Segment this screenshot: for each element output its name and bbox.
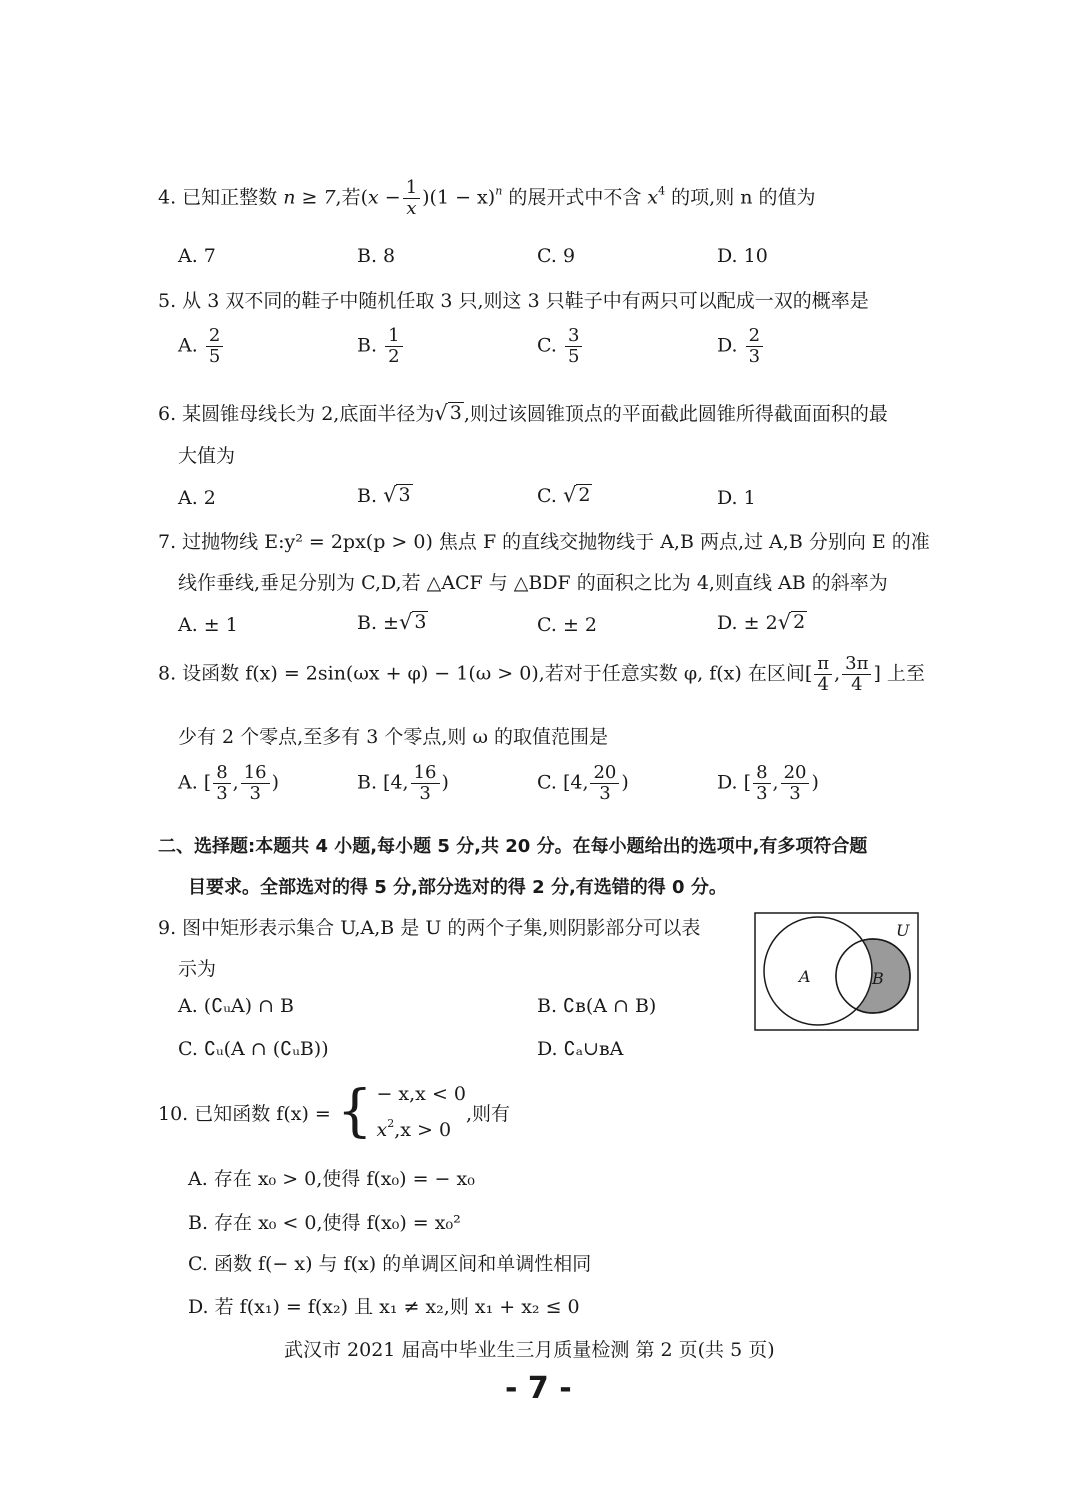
q4-n-condition: n ≥ 7 [283,186,336,209]
q10-option-c: C. 函数 f(− x) 与 f(x) 的单调区间和单调性相同 [188,1253,592,1275]
q5-stem: 5. 从 3 双不同的鞋子中随机任取 3 只,则这 3 只鞋子中有两只可以配成一双的概率是 [158,290,869,312]
q7-option-b-sqrt: √ 3 [398,609,427,634]
q8-frac-pi4 [814,654,832,695]
q10-case2-base: x [376,1119,388,1142]
q9-option-c: C. ∁ᵤ(A ∩ (∁ᵤB)) [178,1038,329,1060]
q5-c-den: 5 [567,346,580,367]
q8-frac-3pi4 [842,654,871,695]
q4-stem-tail: 的展开式中不含 [508,186,642,209]
q7-stem-line2: 线作垂线,垂足分别为 C,D,若 △ACF 与 △BDF 的面积之比为 4,则直线 AB 的斜率为 [178,572,888,594]
q7-option-b-label: B. ± [357,611,399,634]
q6-option-d: D. 1 [717,487,756,509]
q5-option-a-frac [206,326,223,367]
footer-exam-info: 武汉市 2021 届高中毕业生三月质量检测 第 2 页(共 5 页) [284,1339,775,1361]
venn-label-b: B [872,969,884,988]
q10-stem [158,1076,510,1148]
q6-option-c-sqrt: √ 2 [562,482,591,507]
q10-stem-b: ,则有 [466,1102,511,1125]
q5-option-b-label: B. [357,334,378,357]
q8-b-den: 3 [419,783,431,804]
q6-radicand: 3 [449,402,462,425]
q9-option-b: B. ∁ʙ(A ∩ B) [537,995,657,1017]
q8-f2-num: 3π [842,654,871,675]
q8-c-frac [590,763,619,804]
q5-d-num: 2 [746,326,763,347]
q7-option-d-label: D. ± 2 [717,611,778,634]
q4-option-a: A. 7 [178,245,216,267]
q8-f1-den: 4 [817,674,829,695]
q4-option-b: B. 8 [357,245,396,267]
q10-case-2 [376,1112,466,1148]
q6-option-b-label: B. [357,484,378,507]
q7-option-b [357,611,428,634]
q4-fraction [403,178,420,219]
q4-frac-num: 1 [403,178,420,199]
q7-option-b-radicand: 3 [414,611,427,633]
q7-option-d-radicand: 2 [793,611,806,633]
q6-stem-b: ,则过该圆锥顶点的平面截此圆锥所得截面面积的最 [463,403,888,425]
q7-option-a: A. ± 1 [178,614,238,636]
venn-label-u: U [896,921,910,940]
q8-a-frac1 [213,763,230,804]
q5-a-num: 2 [206,326,223,347]
q8-d-label: D. [ [717,771,752,794]
q4-exponent-n: n [495,184,503,198]
q10-case-1: − x,x < 0 [376,1083,466,1105]
q5-option-d [717,326,765,367]
q5-d-den: 3 [748,346,761,367]
q7-option-c: C. ± 2 [537,614,597,636]
q8-option-d: D. [ $\frac{8}{3}$ , $\frac{20}{3}$ ) [717,762,819,804]
q8-stem-line2: 少有 2 个零点,至多有 3 个零点,则 ω 的取值范围是 [178,726,608,748]
q10-brace: { [336,1079,373,1145]
venn-diagram [754,912,920,1032]
q8-stem-b: ] 上至 [873,662,925,685]
q8-c-num: 20 [590,763,619,784]
section2-heading-line2: 目要求。全部选对的得 5 分,部分选对的得 2 分,有选错的得 0 分。 [188,877,727,898]
q8-d-frac1 [753,763,770,804]
q9-option-a: A. (∁ᵤA) ∩ B [178,995,294,1017]
q6-option-a: A. 2 [178,487,216,509]
q9-option-d: D. ∁ₐ∪ʙA [537,1038,624,1060]
q8-b-label: B. [4, [357,771,409,794]
q10-option-b: B. 存在 x₀ < 0,使得 f(x₀) = x₀² [188,1212,461,1234]
q5-option-b-frac [385,326,402,367]
q4-option-d: D. 10 [717,245,768,267]
q4-stem-prefix: 4. 已知正整数 [158,186,278,209]
q10-case2-exp: 2 [387,1117,395,1131]
q4-stem-end: 的项,则 n 的值为 [671,186,816,209]
q4-x: x [647,186,659,209]
q5-option-c-label: C. [537,334,557,357]
q8-c-den: 3 [599,783,611,804]
q6-option-b-sqrt: √ 3 [383,482,411,507]
q6-option-c-radicand: 2 [578,484,591,506]
q7-option-d-sqrt: √ 2 [777,609,806,634]
page-number: - 7 - [505,1371,572,1406]
q5-option-a-label: A. [178,334,198,357]
q8-option-b: B. [4, $\frac{16}{3}$ ) [357,762,449,804]
q6-sqrt: √ 3 [434,401,462,425]
q4-frac-den: x [406,198,417,219]
venn-label-a: A [799,967,811,986]
q10-option-d: D. 若 f(x₁) = f(x₂) 且 x₁ ≠ x₂,则 x₁ + x₂ ≤ 0 [188,1296,580,1318]
q8-d-f2-num: 20 [781,763,810,784]
q4-stem-mid: ,若( [335,186,368,209]
q6-option-b-radicand: 3 [398,484,411,506]
q6-option-c-label: C. [537,484,557,507]
q7-option-d [717,611,807,634]
q5-c-num: 3 [565,326,582,347]
q8-a-frac2 [241,763,270,804]
q6-stem-line1 [158,399,888,426]
q4-expr-left: x − [368,186,401,209]
q8-f2-den: 4 [851,674,863,695]
q8-f1-num: π [814,654,832,675]
q6-option-c [537,484,592,507]
q7-stem-line1: 7. 过抛物线 E:y² = 2px(p > 0) 焦点 F 的直线交抛物线于 A,B 两点,过 A,B 分别向 E 的准 [158,531,930,553]
q8-stem-line1: 8. 设函数 f(x) = 2sin(ωx + φ) − 1(ω > 0),若对于任意实数 φ, f(x) 在区间[ $\frac{\pi}{4}$ , $\frac{3\pi}{4}$ ] 上至 [158,653,925,695]
q8-option-c: C. [4, $\frac{20}{3}$ ) [537,762,629,804]
q5-option-d-label: D. [717,334,738,357]
q8-b-frac [411,763,440,804]
section2-heading-line1: 二、选择题:本题共 4 小题,每小题 5 分,共 20 分。在每小题给出的选项中,有多项符合题 [158,836,868,857]
q6-stem-a: 6. 某圆锥母线长为 2,底面半径为 [158,403,435,425]
q6-stem-line2: 大值为 [178,445,236,467]
q5-option-d-frac [746,326,763,367]
q5-option-a [178,326,225,367]
q10-stem-a: 10. 已知函数 f(x) = [158,1102,331,1125]
q5-option-c-frac [565,326,582,367]
q8-d-frac2 [781,763,810,804]
q4-expr-right: )(1 − x) [422,186,496,209]
q5-a-den: 5 [208,346,221,367]
q6-option-b [357,484,413,507]
q8-d-f1-num: 8 [753,763,770,784]
q8-c-label: C. [4, [537,771,589,794]
q4-option-c: C. 9 [537,245,576,267]
q8-d-f1-den: 3 [756,783,768,804]
q8-a-f1-den: 3 [216,783,228,804]
q9-stem-line2: 示为 [178,958,217,980]
q5-option-c [537,326,584,367]
q5-b-den: 2 [388,346,400,367]
q8-b-num: 16 [411,763,440,784]
q10-option-a: A. 存在 x₀ > 0,使得 f(x₀) = − x₀ [188,1168,475,1190]
q8-a-f2-num: 16 [241,763,270,784]
q5-b-num: 1 [385,326,402,347]
q4-exponent-4: 4 [658,184,666,198]
q4-stem [158,178,816,219]
q5-option-b [357,326,405,367]
q10-cases [376,1076,466,1148]
q8-stem-a: 8. 设函数 f(x) = 2sin(ωx + φ) − 1(ω > 0),若对于任意实数 φ, f(x) 在区间[ [158,662,813,685]
q10-case2-rest: ,x > 0 [394,1119,452,1142]
q8-d-f2-den: 3 [789,783,801,804]
q8-option-a: A. [ $\frac{8}{3}$ , $\frac{16}{3}$ ) [178,762,280,804]
q8-a-f2-den: 3 [249,783,261,804]
q9-stem-line1: 9. 图中矩形表示集合 U,A,B 是 U 的两个子集,则阴影部分可以表 [158,917,701,939]
q8-a-label: A. [ [178,771,212,794]
q8-a-f1-num: 8 [213,763,230,784]
